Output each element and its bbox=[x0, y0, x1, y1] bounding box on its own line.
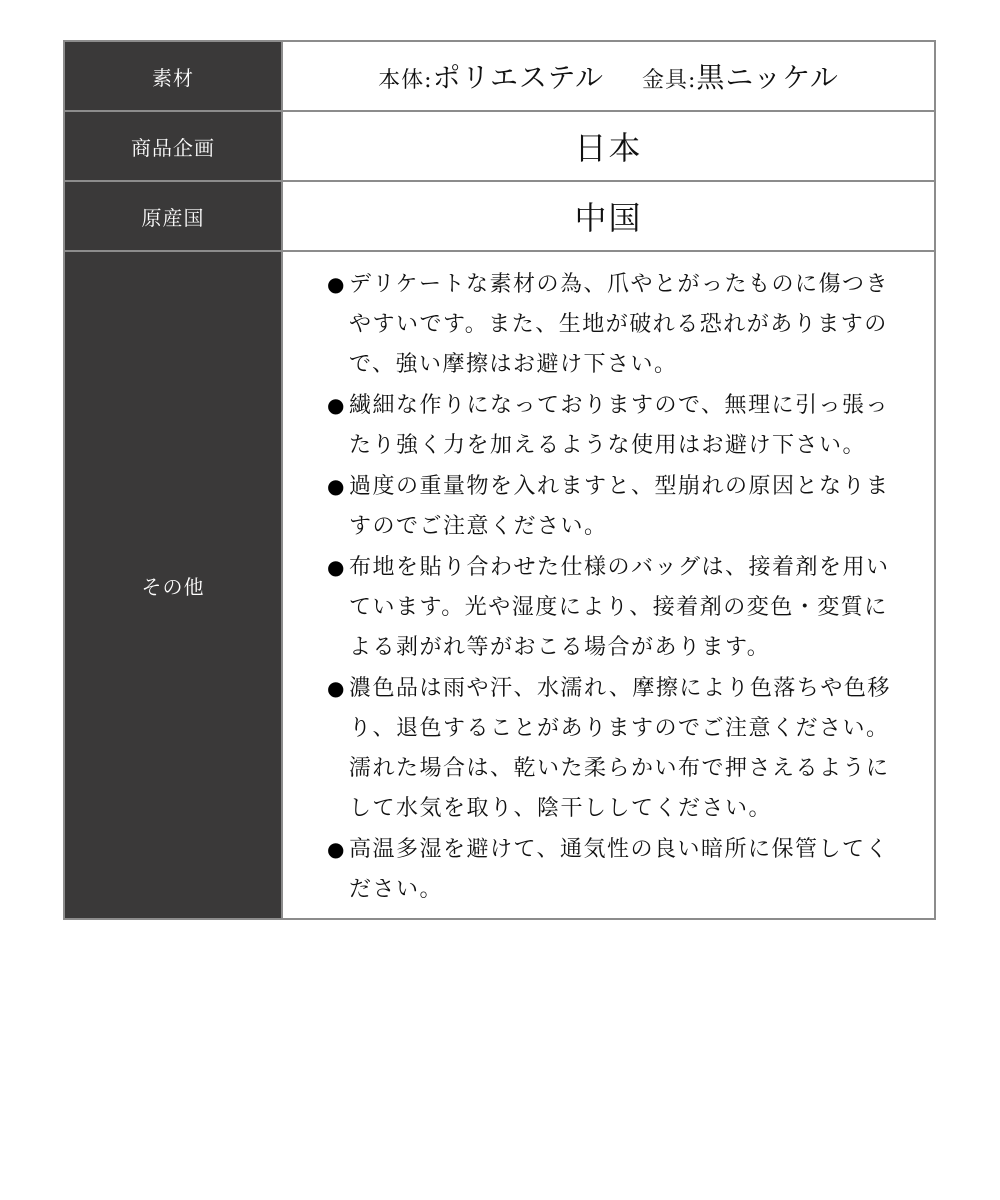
bullet-icon: ● bbox=[327, 837, 346, 861]
spec-row-other bbox=[64, 251, 935, 919]
spec-label-material: 素材 bbox=[64, 41, 282, 111]
note-text: デリケートな素材の為、爪やとがったものに傷つきやすいです。また、生地が破れる恐れがありますので、強い摩擦はお避け下さい。 bbox=[349, 272, 890, 377]
note-text: 過度の重量物を入れますと、型崩れの原因となりますのでご注意ください。 bbox=[349, 474, 890, 539]
note-item bbox=[327, 385, 894, 466]
note-text: 高温多湿を避けて、通気性の良い暗所に保管してください。 bbox=[349, 837, 890, 902]
material-fitting-prefix: 金具: bbox=[642, 68, 697, 93]
note-item bbox=[327, 829, 894, 910]
spec-row-material bbox=[64, 41, 935, 111]
bullet-icon: ● bbox=[327, 676, 346, 700]
product-spec-table bbox=[63, 40, 936, 920]
spec-value-origin: 中国 bbox=[282, 181, 935, 251]
bullet-icon: ● bbox=[327, 474, 346, 498]
material-fitting-value: 黒ニッケル bbox=[696, 61, 839, 94]
note-item bbox=[327, 466, 894, 547]
bullet-icon: ● bbox=[327, 272, 346, 296]
note-item bbox=[327, 668, 894, 829]
spec-value-notes bbox=[282, 251, 935, 919]
material-body-value: ポリエステル bbox=[432, 61, 604, 94]
spec-row-planning bbox=[64, 111, 935, 181]
material-body-prefix: 本体: bbox=[378, 68, 433, 93]
note-text: 濃色品は雨や汗、水濡れ、摩擦により色落ちや色移り、退色することがありますのでご注意ください。濡れた場合は、乾いた柔らかい布で押さえるようにして水気を取り、陰干ししてください。 bbox=[349, 676, 891, 821]
note-item bbox=[327, 547, 894, 668]
spec-value-planning: 日本 bbox=[282, 111, 935, 181]
note-item bbox=[327, 264, 894, 385]
bullet-icon: ● bbox=[327, 393, 346, 417]
note-text: 繊細な作りになっておりますので、無理に引っ張ったり強く力を加えるような使用はお避け下さい。 bbox=[349, 393, 890, 458]
note-text: 布地を貼り合わせた仕様のバッグは、接着剤を用いています。光や湿度により、接着剤の変色・変質による剥がれ等がおこる場合があります。 bbox=[349, 555, 890, 660]
spec-label-other: その他 bbox=[64, 251, 282, 919]
spec-value-material bbox=[282, 41, 935, 111]
spec-row-origin bbox=[64, 181, 935, 251]
spec-label-planning: 商品企画 bbox=[64, 111, 282, 181]
spec-label-origin: 原産国 bbox=[64, 181, 282, 251]
bullet-icon: ● bbox=[327, 555, 346, 579]
